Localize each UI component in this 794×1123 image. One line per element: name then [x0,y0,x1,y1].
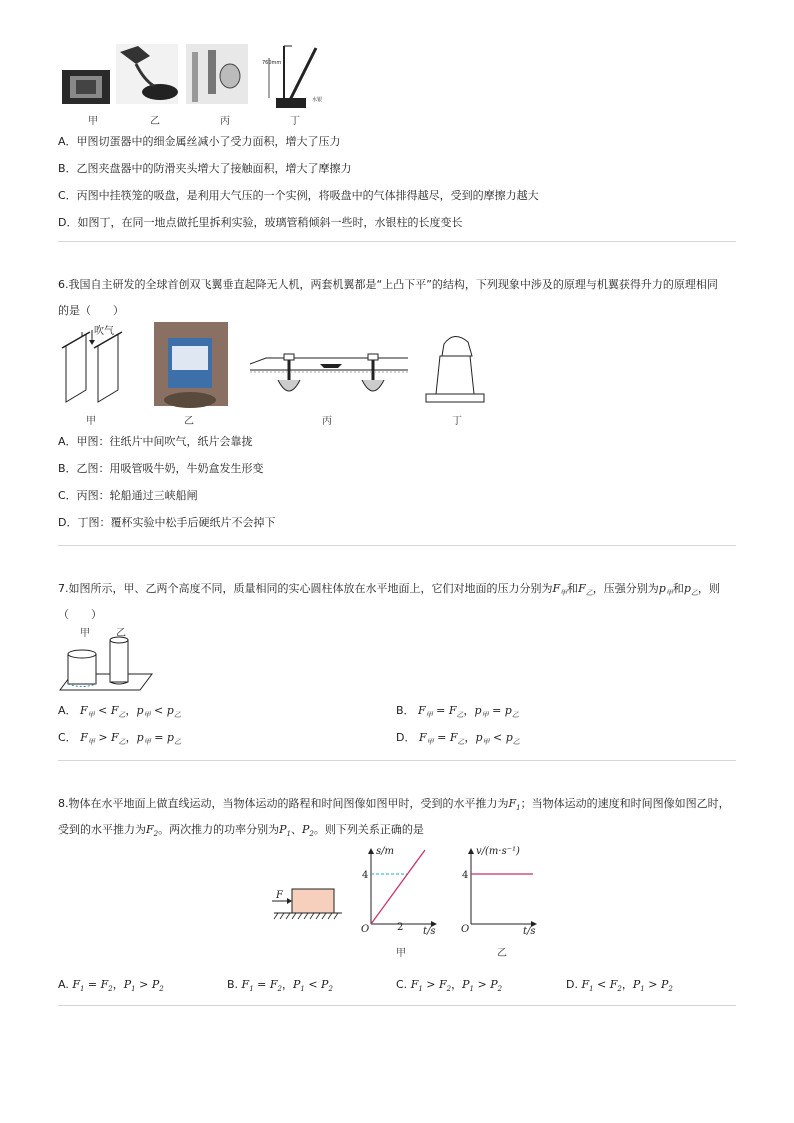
q6-stem-line2: 的是（ ） [58,304,124,317]
q7-stem-b: 和 [567,582,579,595]
q8-option-d-power: $P_1 > P_2$ [632,978,673,994]
q8-option-a-power: $P_1 > P_2$ [123,978,164,994]
q7-option-a-pressure: $p_甲 < p_乙$ [136,704,181,720]
q8-graph-vt-origin: O [461,924,470,935]
q7-stem-e: ，则 [697,582,720,595]
q5-option-d[interactable]: D．如图丁，在同一地点做托里拆利实验，玻璃管稍倾斜一些时，水银柱的长度变长 [58,216,463,229]
q8-option-b-power: $P_1 < P_2$ [292,978,333,994]
q6-option-d[interactable]: D．丁图：覆杯实验中松手后硬纸片不会掉下 [58,516,276,529]
q8-option-d-force: $F_1 < F_2$ [581,978,622,994]
divider-q7 [58,760,736,761]
q8-graph-vt-caption: 乙 [497,948,507,959]
q7-option-d-force: $F_甲 = F_乙$ [418,731,465,747]
q7-symbol-p-yi: $p_乙$ [683,582,698,598]
q6-option-b[interactable]: B．乙图：用吸管吸牛奶，牛奶盒发生形变 [58,462,264,475]
q8-graph-vt-ylabel: v/(m·s⁻¹) [476,846,520,857]
q7-option-a[interactable]: A． $F_甲 < F_乙$，$p_甲 < p_乙$ [58,704,181,720]
q6-option-c[interactable]: C．丙图：轮船通过三峡船闸 [58,489,198,502]
q7-option-a-force: $F_甲 < F_乙$ [80,704,126,720]
q8-option-d[interactable]: D. $F_1 < F_2$，$P_1 > P_2$ [566,978,673,994]
q7-option-c-force: $F_甲 > F_乙$ [80,731,126,747]
q8-symbol-p2: $P_2$ [301,823,314,839]
q8-stem-line1 [58,795,730,812]
q8-option-a-force: $F_1 = F_2$ [72,978,113,994]
q7-stem-line2: （ ） [58,608,102,621]
q8-option-c-power: $P_1 > P_2$ [462,978,503,994]
q5-caption-yi: 乙 [150,116,160,127]
q7-option-c-pressure: $p_甲 = p_乙$ [136,731,181,747]
q8-option-a[interactable]: A. $F_1 = F_2$，$P_1 > P_2$ [58,978,164,994]
blow-air-label: 吹气 [94,326,114,337]
q8-stem-b: ；当物体运动的速度和时间图像如图乙时， [520,797,730,810]
q6-caption-jia: 甲 [86,416,96,427]
q7-symbol-f-jia: $F_甲$ [552,582,568,598]
q7-option-b-force: $F_甲 = F_乙$ [418,704,464,720]
divider-q6 [58,545,736,546]
q6-caption-yi: 乙 [184,416,194,427]
torricelli-mercury-label: 水银 [312,97,323,103]
q5-option-c[interactable]: C．丙图中挂筷笼的吸盘，是利用大气压的一个实例，将吸盘中的气体排得越尽，受到的摩擦力越大 [58,189,539,202]
q7-stem-c: ，压强分别为 [592,582,659,595]
q8-stem-d: 。两次推力的功率分别为 [158,823,280,836]
q8-stem-f: 。则下列关系正确的是 [313,823,424,836]
q8-option-c-force: $F_1 > F_2$ [410,978,452,994]
q8-graph-st-ylabel: s/m [376,846,394,857]
q7-option-b[interactable]: B． $F_甲 = F_乙$，$p_甲 = p_乙$ [396,704,519,720]
q7-label-yi: 乙 [116,628,126,639]
q8-stem-e: 、 [290,823,302,836]
q7-label-jia: 甲 [80,628,90,639]
q6-caption-ding: 丁 [452,416,462,427]
q8-graph-vt-ytick: 4 [462,870,469,881]
q7-figure [58,636,158,694]
q5-figure-strip [58,42,318,114]
q8-stem-c: 受到的水平推力为 [58,823,146,836]
q8-graph-st-origin: O [361,924,370,935]
q7-option-b-pressure: $p_甲 = p_乙$ [474,704,519,720]
torricelli-height-label: 760mm [262,60,282,66]
q7-option-c[interactable]: C． $F_甲 > F_乙$，$p_甲 = p_乙$ [58,731,181,747]
q8-stem-a: 8.物体在水平地面上做直线运动，当物体运动的路程和时间图像如图甲时，受到的水平推力为 [58,797,509,810]
q8-option-c[interactable]: C. $F_1 > F_2$，$P_1 > P_2$ [396,978,503,994]
q5-caption-ding: 丁 [290,116,300,127]
q8-symbol-p1: $P_1$ [279,823,291,839]
q7-option-d[interactable]: D． $F_甲 = F_乙$，$p_甲 < p_乙$ [396,731,520,747]
q8-option-b-force: $F_1 = F_2$ [241,978,282,994]
q5-caption-jia: 甲 [88,116,98,127]
q6-stem-line1: 6.我国自主研发的全球首创双飞翼垂直起降无人机，两套机翼都是“上凸下平”的结构，下列现象中涉及的原理与机翼获得升力的原理相同 [58,278,718,291]
q8-symbol-f2: $F_2$ [146,823,159,839]
divider-q5 [58,241,736,242]
q5-option-a[interactable]: A．甲图切蛋器中的细金属丝减小了受力面积，增大了压力 [58,135,341,148]
q5-caption-bing: 丙 [220,116,230,127]
q7-stem-d: 和 [672,582,684,595]
q6-option-a[interactable]: A．甲图：往纸片中间吹气，纸片会靠拢 [58,435,253,448]
divider-q8 [58,1005,736,1006]
q6-caption-bing: 丙 [322,416,332,427]
q7-symbol-p-jia: $p_甲$ [658,582,673,598]
q6-figure-strip [58,320,498,410]
q8-symbol-f1: $F_1$ [508,797,521,813]
q8-graph-st-caption: 甲 [396,948,406,959]
q8-option-b[interactable]: B. $F_1 = F_2$，$P_1 < P_2$ [227,978,333,994]
q7-stem-line1 [58,580,720,598]
q8-force-label: F [276,890,283,901]
q8-graph-vt-xlabel: t/s [523,926,536,937]
q7-stem-a: 7.如图所示，甲、乙两个高度不同，质量相同的实心圆柱体放在水平地面上，它们对地面的压力分别为 [58,582,553,595]
st-line-series [371,850,425,924]
q8-graph-st-ytick: 4 [362,870,369,881]
q8-graph-st-xlabel: t/s [423,926,436,937]
q7-symbol-f-yi: $F_乙$ [578,582,593,598]
q8-stem-line2 [58,821,424,838]
q5-option-b[interactable]: B．乙图夹盘器中的防滑夹头增大了接触面积，增大了摩擦力 [58,162,352,175]
q7-option-d-pressure: $p_甲 < p_乙$ [475,731,520,747]
q8-graph-st-xtick: 2 [397,922,404,933]
